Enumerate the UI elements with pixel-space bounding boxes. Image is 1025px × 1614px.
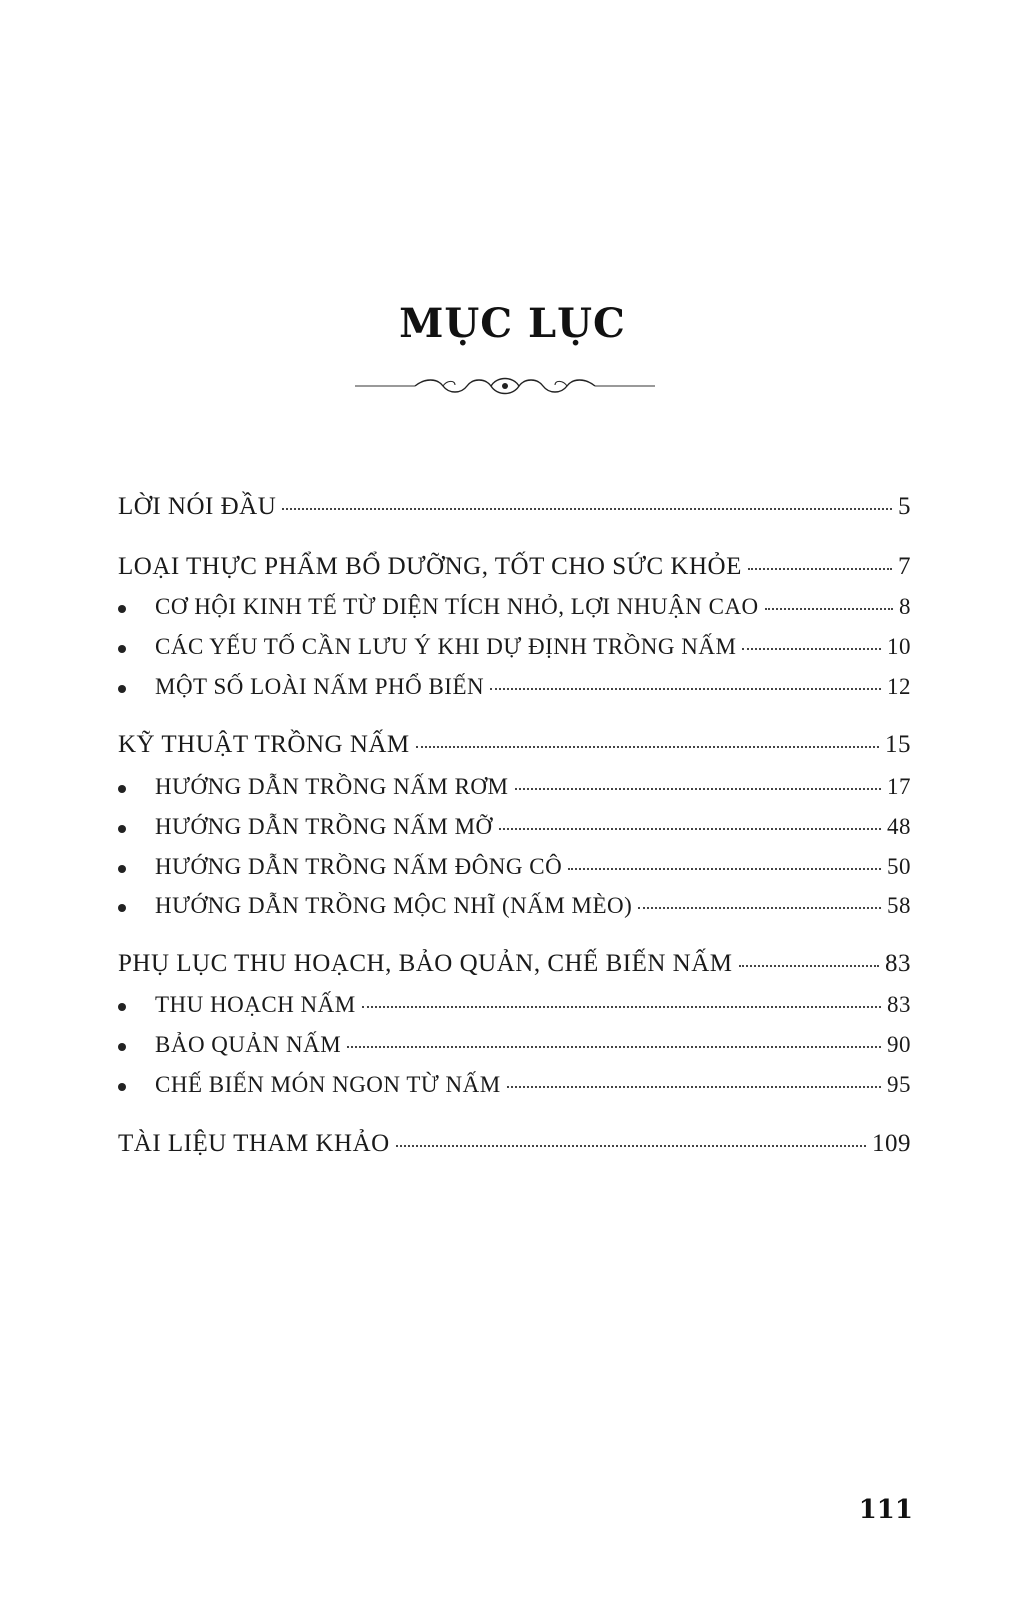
toc-entry-page: 50 [887,854,911,879]
toc-subentry[interactable] [155,854,911,880]
toc-entry-label: LOẠI THỰC PHẨM BỔ DƯỠNG, TỐT CHO SỨC KHỎE [118,553,742,580]
bullet-icon [118,865,126,873]
toc-entry-page: 17 [887,774,911,799]
toc-entry-label: THU HOẠCH NẤM [155,992,356,1017]
dot-leader [507,1086,881,1088]
toc-entry-label: HƯỚNG DẪN TRỒNG MỘC NHĨ (NẤM MÈO) [155,893,633,918]
toc-subentry[interactable] [155,774,911,800]
dot-leader [282,508,892,510]
toc-entry[interactable] [118,950,911,978]
toc-entry[interactable] [118,493,911,521]
toc-subentry[interactable] [155,1072,911,1098]
dot-leader [568,868,881,870]
dot-leader [742,648,881,650]
bullet-icon [118,904,126,912]
toc-entry-label: HƯỚNG DẪN TRỒNG NẤM MỠ [155,814,493,839]
dot-leader [416,746,879,748]
bullet-icon [118,1083,126,1091]
dot-leader [362,1006,881,1008]
toc-entry-label: HƯỚNG DẪN TRỒNG NẤM RƠM [155,774,509,799]
toc-entry[interactable] [118,553,911,581]
toc-entry-label: CHẾ BIẾN MÓN NGON TỪ NẤM [155,1072,501,1097]
toc-subentry[interactable] [155,594,911,620]
dot-leader [748,568,892,570]
dot-leader [765,608,893,610]
dot-leader [396,1145,866,1147]
toc-entry-page: 90 [887,1032,911,1057]
dot-leader [347,1046,881,1048]
page-title: MỤC LỤC [399,300,626,347]
dot-leader [515,788,882,790]
toc-entry-page: 12 [887,674,911,699]
toc-entry-page: 95 [887,1072,911,1097]
toc-subentry[interactable] [155,893,911,919]
decorative-flourish-divider-icon [355,372,655,400]
toc-entry-label: LỜI NÓI ĐẦU [118,493,277,520]
toc-entry-page: 83 [887,992,911,1017]
toc-entry-label: MỘT SỐ LOÀI NẤM PHỔ BIẾN [155,674,485,699]
toc-subentry[interactable] [155,674,911,700]
toc-entry-label: TÀI LIỆU THAM KHẢO [118,1130,390,1157]
toc-entry[interactable] [118,731,911,759]
dot-leader [638,907,881,909]
toc-entry-label: PHỤ LỤC THU HOẠCH, BẢO QUẢN, CHẾ BIẾN NẤM [118,950,733,977]
toc-entry-label: CƠ HỘI KINH TẾ TỪ DIỆN TÍCH NHỎ, LỢI NHUẬN CAO [155,594,759,619]
bullet-icon [118,1003,126,1011]
toc-entry-page: 48 [887,814,911,839]
toc-entry-page: 83 [885,950,911,977]
toc-entry-page: 5 [898,493,911,520]
toc-subentry[interactable] [155,1032,911,1058]
toc-entry-page: 15 [885,731,911,758]
toc-subentry[interactable] [155,814,911,840]
toc-subentry[interactable] [155,992,911,1018]
toc-entry-page: 58 [887,893,911,918]
bullet-icon [118,605,126,613]
bullet-icon [118,785,126,793]
toc-entry-page: 8 [899,594,911,619]
toc-subentry[interactable] [155,634,911,660]
toc-entry-page: 10 [887,634,911,659]
bullet-icon [118,825,126,833]
bullet-icon [118,1043,126,1051]
dot-leader [499,828,881,830]
bullet-icon [118,645,126,653]
toc-entry-label: KỸ THUẬT TRỒNG NẤM [118,731,410,758]
dot-leader [490,688,881,690]
dot-leader [739,965,880,967]
toc-entry-page: 109 [872,1130,911,1157]
bullet-icon [118,685,126,693]
toc-entry-label: CÁC YẾU TỐ CẦN LƯU Ý KHI DỰ ĐỊNH TRỒNG NẤM [155,634,737,659]
toc-entry[interactable] [118,1130,911,1158]
page-number: 111 [858,1495,913,1525]
toc-entry-label: BẢO QUẢN NẤM [155,1032,342,1057]
toc-entry-page: 7 [898,553,911,580]
toc-entry-label: HƯỚNG DẪN TRỒNG NẤM ĐÔNG CÔ [155,854,563,879]
